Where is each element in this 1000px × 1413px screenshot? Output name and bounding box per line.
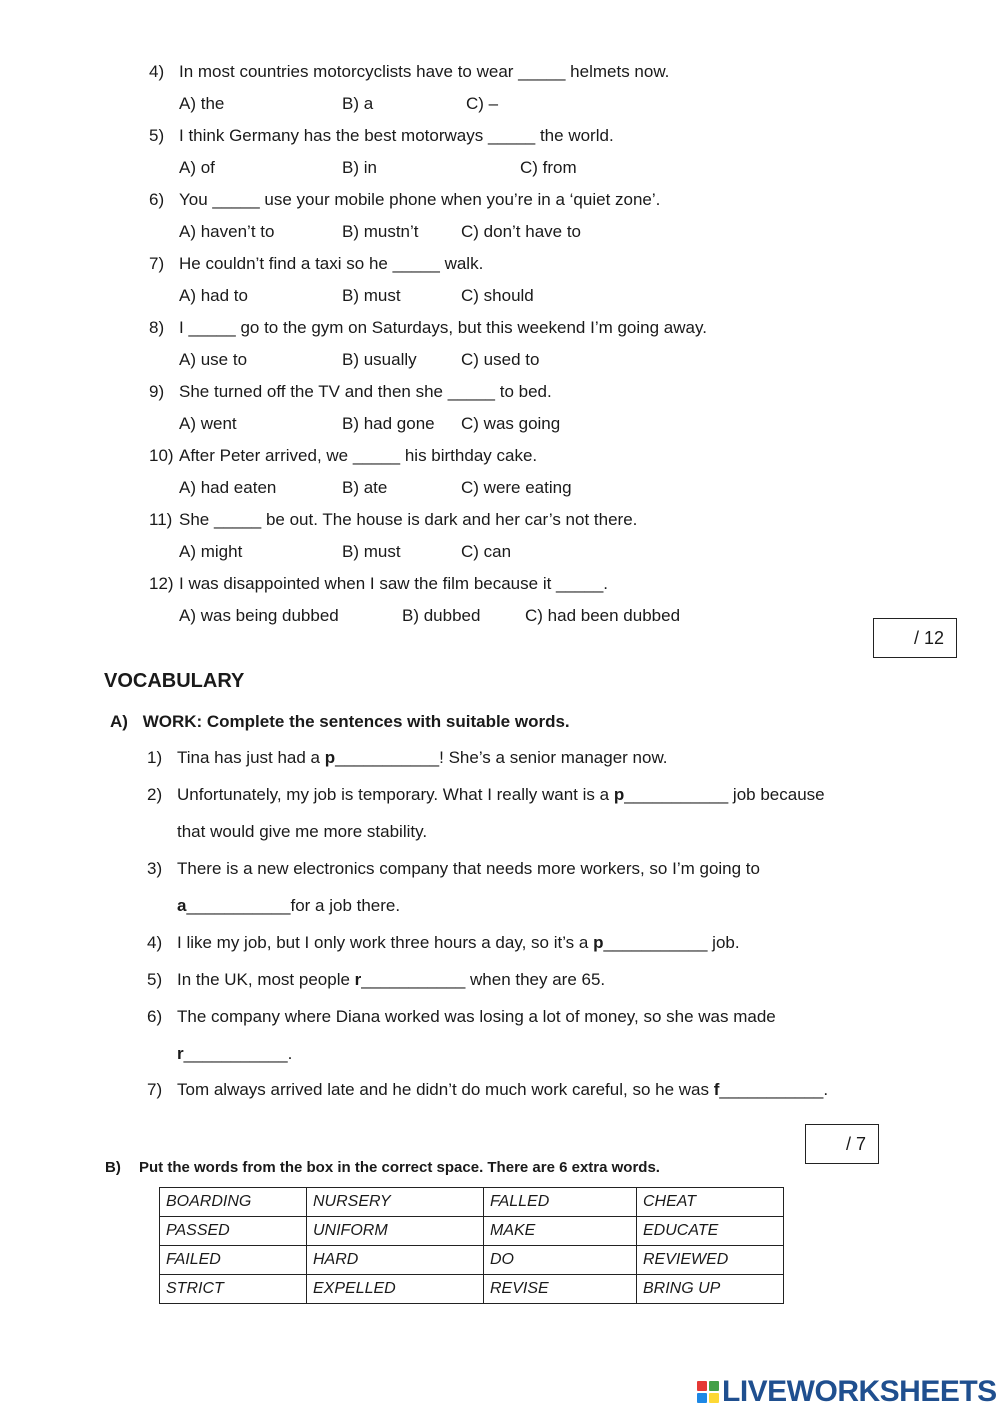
grammar-question — [149, 126, 614, 146]
vocab-blank-and-rest[interactable]: ___________. — [719, 1080, 829, 1099]
word-box-cell[interactable]: HARD — [307, 1246, 484, 1275]
answer-option[interactable]: A) had to — [179, 286, 248, 305]
vocab-item-number: 5) — [147, 970, 163, 989]
section-b-heading — [105, 1159, 660, 1176]
word-box-cell[interactable]: BRING UP — [637, 1275, 784, 1304]
vocab-blank-and-rest[interactable]: ___________. — [183, 1044, 293, 1063]
question-number: 12) — [149, 574, 174, 593]
answer-option[interactable]: C) was going — [461, 414, 561, 433]
word-box-row — [160, 1275, 784, 1304]
vocab-sentence-line — [147, 785, 825, 805]
section-a-instruction: WORK: Complete the sentences with suitable words. — [142, 712, 570, 731]
grammar-question — [149, 382, 552, 402]
answer-option[interactable]: B) dubbed — [402, 606, 481, 625]
question-number: 8) — [149, 318, 165, 337]
vocab-sentence-line — [147, 1080, 828, 1100]
section-b-label: B) — [105, 1159, 121, 1176]
answer-option[interactable]: C) should — [461, 286, 534, 305]
question-number: 6) — [149, 190, 165, 209]
vocab-text-before: I like my job, but I only work three hours a day, so it’s a — [177, 933, 594, 952]
question-text: She _____ be out. The house is dark and her car’s not there. — [179, 510, 638, 529]
question-text: After Peter arrived, we _____ his birthday cake. — [179, 446, 538, 465]
vocab-blank-and-rest[interactable]: ___________for a job there. — [186, 896, 401, 915]
vocab-item-number: 1) — [147, 748, 163, 767]
answer-option[interactable]: A) went — [179, 414, 237, 433]
vocab-sentence-line — [147, 1044, 292, 1064]
answer-option[interactable]: B) must — [342, 542, 401, 561]
answer-option[interactable]: C) had been dubbed — [525, 606, 681, 625]
grammar-question — [149, 62, 669, 82]
question-number: 5) — [149, 126, 165, 145]
vocab-text-before: The company where Diana worked was losing a lot of money, so she was made — [177, 1007, 776, 1026]
word-box-row — [160, 1246, 784, 1275]
question-number: 10) — [149, 446, 174, 465]
question-number: 7) — [149, 254, 165, 273]
grammar-question — [149, 446, 537, 466]
answer-option[interactable]: C) used to — [461, 350, 540, 369]
answer-option[interactable]: B) usually — [342, 350, 417, 369]
question-text: He couldn’t find a taxi so he _____ walk. — [179, 254, 484, 273]
grammar-question — [149, 510, 637, 530]
logo-square-red — [697, 1381, 707, 1391]
vocab-first-letter: r — [354, 970, 362, 989]
answer-option[interactable]: B) must — [342, 286, 401, 305]
vocab-item-number: 6) — [147, 1007, 163, 1026]
question-text: She turned off the TV and then she _____ to bed. — [179, 382, 552, 401]
vocab-text-before: In the UK, most people — [177, 970, 355, 989]
liveworksheets-brand: LIVEWORKSHEETS — [722, 1375, 997, 1408]
liveworksheets-mark-icon — [697, 1381, 719, 1403]
answer-option[interactable]: C) – — [466, 94, 499, 113]
word-box-cell[interactable]: BOARDING — [160, 1188, 307, 1217]
logo-square-blue — [697, 1393, 707, 1403]
vocab-text-before: Tina has just had a — [177, 748, 325, 767]
word-box-cell[interactable]: STRICT — [160, 1275, 307, 1304]
word-box-cell[interactable]: REVISE — [484, 1275, 637, 1304]
grammar-question — [149, 318, 707, 338]
vocab-first-letter: f — [713, 1080, 720, 1099]
word-box-cell[interactable]: MAKE — [484, 1217, 637, 1246]
logo-square-green — [709, 1381, 719, 1391]
word-box-cell[interactable]: CHEAT — [637, 1188, 784, 1217]
question-number: 11) — [149, 510, 173, 529]
vocab-blank-and-rest[interactable]: ___________ when they are 65. — [361, 970, 606, 989]
answer-option[interactable]: C) can — [461, 542, 512, 561]
question-text: You _____ use your mobile phone when you’re in a ‘quiet zone’. — [179, 190, 661, 209]
answer-option[interactable]: B) a — [342, 94, 374, 113]
answer-option[interactable]: C) were eating — [461, 478, 572, 497]
section-a-score-box — [805, 1124, 879, 1164]
vocab-sentence-line — [147, 933, 740, 953]
section-a-label: A) — [110, 712, 128, 731]
answer-option[interactable]: C) don’t have to — [461, 222, 582, 241]
vocab-first-letter: p — [324, 748, 336, 767]
vocab-first-letter: r — [177, 1044, 184, 1063]
word-box-cell[interactable]: FALLED — [484, 1188, 637, 1217]
word-box-row — [160, 1217, 784, 1246]
vocab-sentence-line — [147, 748, 668, 768]
grammar-question — [149, 190, 660, 210]
answer-option[interactable]: B) ate — [342, 478, 388, 497]
vocabulary-title: VOCABULARY — [104, 670, 245, 692]
word-box-cell[interactable]: FAILED — [160, 1246, 307, 1275]
answer-option[interactable]: A) the — [179, 94, 225, 113]
section-a-score: / 7 — [845, 1133, 866, 1154]
grammar-question — [149, 574, 608, 594]
vocab-blank-and-rest[interactable]: ___________ job because — [624, 785, 825, 804]
vocab-text-before: Unfortunately, my job is temporary. What I really want is a — [177, 785, 614, 804]
vocab-text-before: Tom always arrived late and he didn’t do much work careful, so he was — [177, 1080, 714, 1099]
vocab-item-number: 4) — [147, 933, 163, 952]
section-a-heading — [110, 712, 570, 732]
question-text: In most countries motorcyclists have to wear _____ helmets now. — [179, 62, 670, 81]
answer-option[interactable]: A) might — [179, 542, 243, 561]
vocab-item-number: 2) — [147, 785, 163, 804]
word-box-table — [159, 1187, 784, 1304]
vocab-blank-and-rest[interactable]: ___________ job. — [603, 933, 740, 952]
vocab-sentence-line — [147, 1007, 776, 1027]
vocab-sentence-line — [147, 859, 760, 879]
vocab-blank-and-rest[interactable]: ___________! She’s a senior manager now. — [335, 748, 668, 767]
vocab-first-letter: p — [593, 933, 604, 952]
word-box-cell[interactable]: EXPELLED — [307, 1275, 484, 1304]
vocab-sentence-line — [147, 896, 400, 916]
vocab-item-number: 7) — [147, 1080, 163, 1099]
word-box-cell[interactable]: DO — [484, 1246, 637, 1275]
answer-option[interactable]: A) haven’t to — [179, 222, 275, 241]
answer-option[interactable]: A) of — [179, 158, 215, 177]
grammar-score-box — [873, 618, 957, 658]
grammar-question — [149, 254, 483, 274]
question-number: 4) — [149, 62, 165, 81]
vocab-first-letter: a — [177, 896, 187, 915]
word-box-cell[interactable]: EDUCATE — [637, 1217, 784, 1246]
answer-option[interactable]: A) had eaten — [179, 478, 277, 497]
word-box-cell[interactable]: UNIFORM — [307, 1217, 484, 1246]
section-b-instruction: Put the words from the box in the correct space. There are 6 extra words. — [139, 1159, 660, 1176]
vocab-item-number: 3) — [147, 859, 163, 878]
vocab-text-before: that would give me more stability. — [177, 822, 428, 841]
answer-option[interactable]: A) was being dubbed — [179, 606, 339, 625]
answer-option[interactable]: B) mustn’t — [342, 222, 419, 241]
question-text: I was disappointed when I saw the film because it _____. — [179, 574, 609, 593]
question-number: 9) — [149, 382, 165, 401]
vocab-sentence-line — [147, 970, 605, 990]
question-text: I think Germany has the best motorways _____ the world. — [179, 126, 614, 145]
answer-option[interactable]: A) use to — [179, 350, 248, 369]
word-box-cell[interactable]: REVIEWED — [637, 1246, 784, 1275]
liveworksheets-logo — [697, 1375, 997, 1409]
word-box-cell[interactable]: NURSERY — [307, 1188, 484, 1217]
answer-option[interactable]: B) in — [342, 158, 377, 177]
vocab-text-before: There is a new electronics company that needs more workers, so I’m going to — [177, 859, 760, 878]
vocab-first-letter: p — [613, 785, 625, 804]
vocab-sentence-line — [147, 822, 427, 842]
word-box-cell[interactable]: PASSED — [160, 1217, 307, 1246]
question-text: I _____ go to the gym on Saturdays, but this weekend I’m going away. — [179, 318, 707, 337]
word-box-row — [160, 1188, 784, 1217]
answer-option[interactable]: C) from — [520, 158, 577, 177]
logo-square-yellow — [709, 1393, 719, 1403]
grammar-score: / 12 — [913, 627, 944, 648]
answer-option[interactable]: B) had gone — [342, 414, 435, 433]
